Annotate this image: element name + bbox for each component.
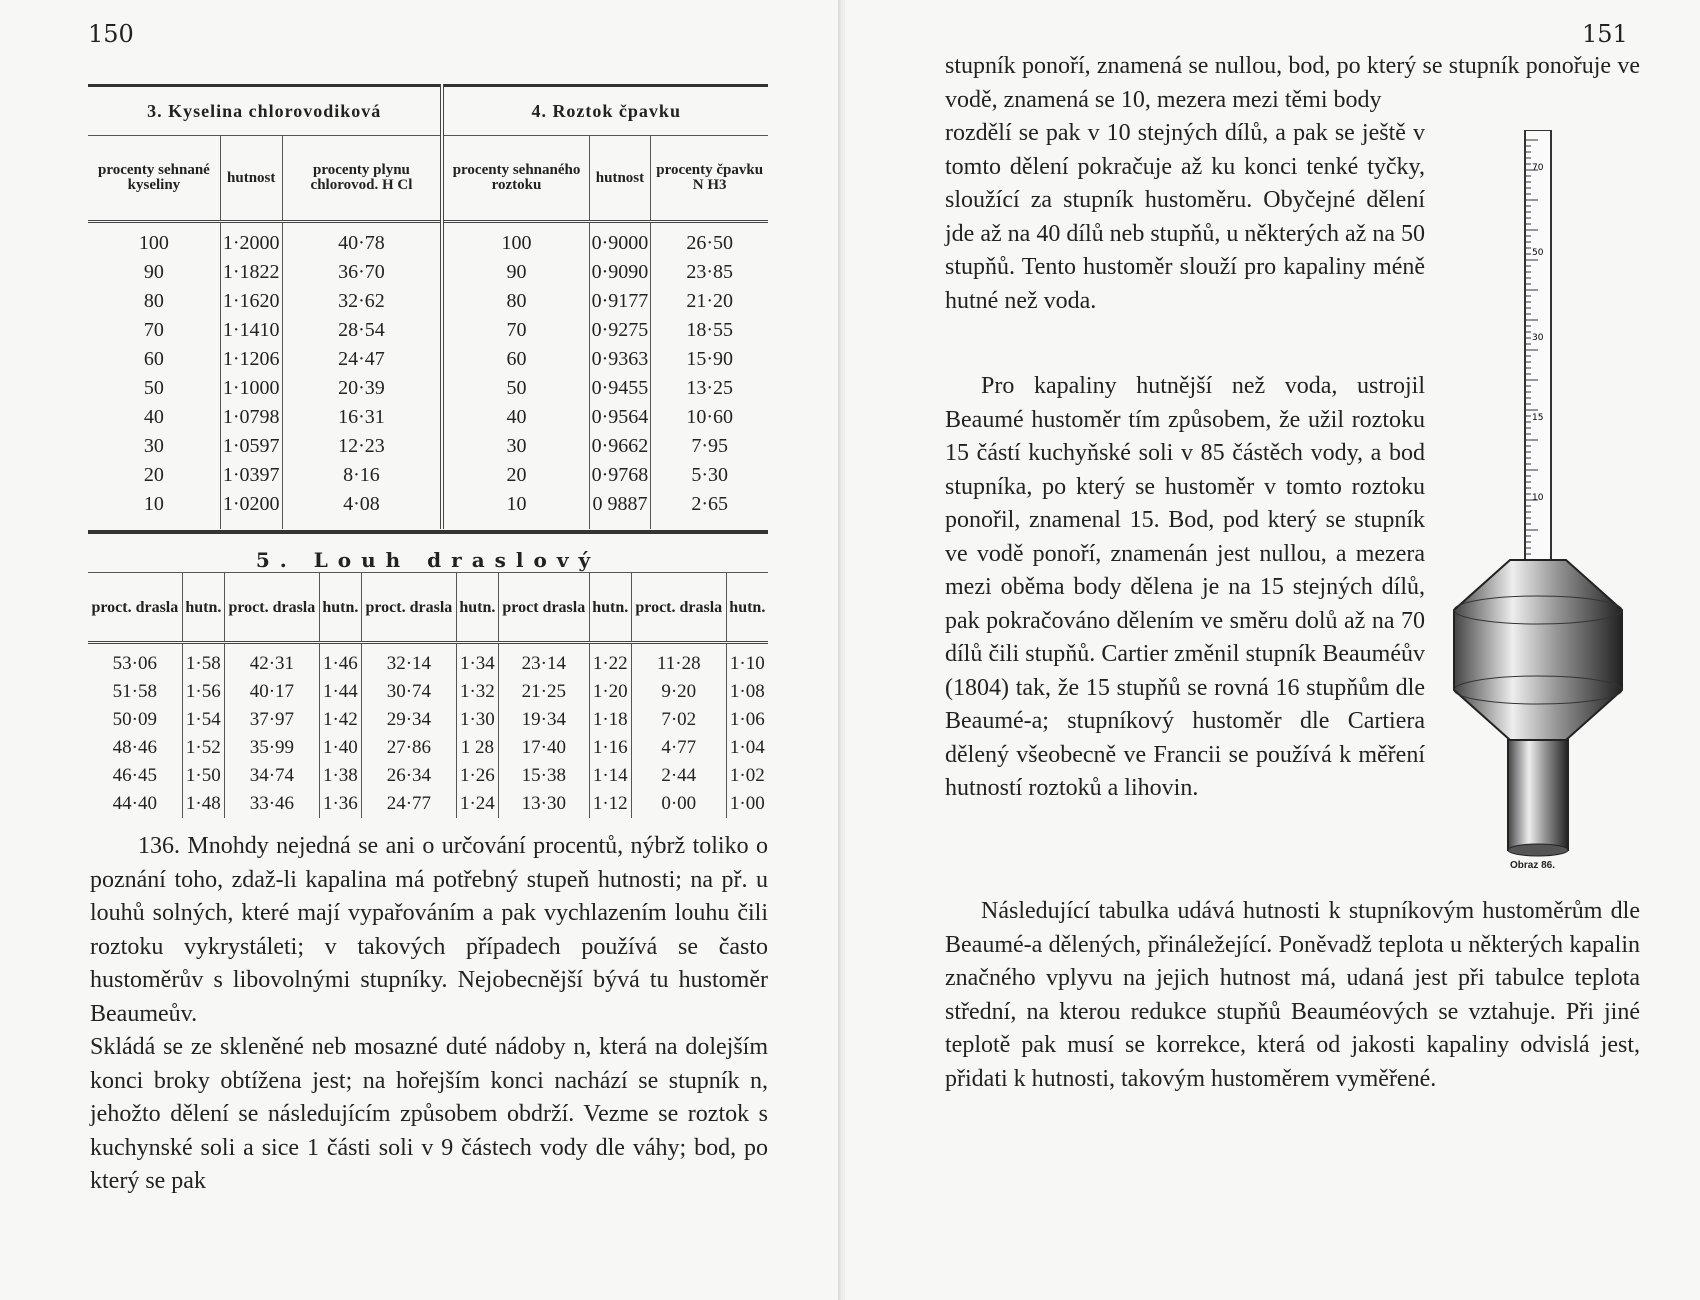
table-cell: 80: [442, 287, 589, 316]
table-cell: 1·40: [319, 734, 361, 762]
scale-label: 50: [1532, 248, 1544, 258]
table-cell: 13·25: [651, 374, 768, 403]
table-cell: 0·9662: [589, 432, 651, 461]
table-cell: 50: [442, 374, 589, 403]
table-cell: 0·9275: [589, 316, 651, 345]
table-cell: 15·90: [651, 345, 768, 374]
table-row: [88, 706, 768, 734]
table-header: proct. drasla: [362, 573, 457, 643]
table-row: [88, 374, 768, 403]
table-row: [88, 287, 768, 316]
table-header: procenty sehnané kyseliny: [88, 136, 220, 222]
table-cell: 1·04: [726, 734, 768, 762]
table-row: [88, 258, 768, 287]
table-cell: 1 28: [456, 734, 498, 762]
table-cell: 16·31: [282, 403, 442, 432]
table-cell: 12·23: [282, 432, 442, 461]
table-cell: 13·30: [499, 790, 590, 818]
table-cell: 1·48: [182, 790, 224, 818]
table-cell: 1·1206: [220, 345, 282, 374]
table-cell: 1·44: [319, 678, 361, 706]
table-cell: 30: [143, 435, 164, 457]
table-cell: 0·9768: [589, 461, 651, 490]
table-cell: 90: [442, 258, 589, 287]
table-cell: 42·31: [225, 643, 320, 679]
table-cell: 24·77: [362, 790, 457, 818]
table-cell: 1·0798: [220, 403, 282, 432]
table-cell: 21·25: [499, 678, 590, 706]
table-cell: 1·24: [456, 790, 498, 818]
table-cell: 2·65: [651, 490, 768, 529]
table-cell: 17·40: [499, 734, 590, 762]
table-header: hutnost: [220, 136, 282, 222]
hydrometer-weight: [1508, 740, 1568, 850]
table-cell: 26·34: [362, 762, 457, 790]
table-row: [88, 432, 768, 461]
table-cell: 1·1620: [220, 287, 282, 316]
table-header: hutn.: [726, 573, 768, 643]
table-cell: 1·06: [726, 706, 768, 734]
table-row: [88, 316, 768, 345]
table-cell: 60: [143, 348, 164, 370]
table-row: [88, 461, 768, 490]
table-cell: 1·42: [319, 706, 361, 734]
hydrometer-figure: [1450, 130, 1630, 860]
table-cell: 1·0397: [220, 461, 282, 490]
table-header: procenty sehnaného roztoku: [442, 136, 589, 222]
table-cell: 10: [442, 490, 589, 529]
scale-label: 70: [1532, 163, 1544, 173]
table-cell: 0·9564: [589, 403, 651, 432]
table-cell: 26·50: [651, 222, 768, 259]
right-wrap-text-2: Pro kapaliny hutnější než voda, ustrojil Beaumé hustoměr tím způsobem, že užil roztoku 15 částí kuchyňské soli v 85 částěch vody, a bod stupníka, po který se hustoměr v tomto roztoku ponořil, znamenal 15. Bod, pod který se stupník ve vodě ponoří, znamenán jest nullou, a mezera mezi oběma body dělena je na 15 stejných dílů, pak pokračováno dělením ve směru dolů až na 70 dílů čili stupňů. Cartier změnil stupník Beauméův (1804) tak, že 15 stupňů se rovná 16 stupňům dle Beaumé-a; stupníkový hustoměr dle Cartiera dělený všeobecně ve Francii se používá k měření hutností roztoků a lihovin.: [945, 373, 1425, 801]
table-cell: 28·54: [282, 316, 442, 345]
table-cell: 53·06: [112, 653, 157, 674]
table-header: proct. drasla: [225, 573, 320, 643]
table-cell: 46·45: [112, 765, 157, 786]
table-header: proct. drasla: [631, 573, 726, 643]
table-row: [88, 762, 768, 790]
table-group-hcl: 3. Kyselina chlorovodiková: [88, 86, 442, 136]
table-cell: 0·9455: [589, 374, 651, 403]
table-cell: 0·9363: [589, 345, 651, 374]
table-cell: 8·16: [282, 461, 442, 490]
table-cell: 1·38: [319, 762, 361, 790]
table-cell: 1·18: [589, 706, 631, 734]
potash-lye-table: [88, 572, 768, 818]
table-cell: 30: [442, 432, 589, 461]
table-cell: 44·40: [112, 793, 157, 814]
table-cell: 1·16: [589, 734, 631, 762]
table-cell: 50·09: [112, 709, 157, 730]
table-header: hutn.: [589, 573, 631, 643]
table-cell: 1·52: [182, 734, 224, 762]
table-cell: 40: [442, 403, 589, 432]
table-cell: 20: [143, 464, 164, 486]
table-cell: 19·34: [499, 706, 590, 734]
potash-table-title: 5. Louh draslový: [88, 530, 768, 572]
table-cell: 1·32: [456, 678, 498, 706]
table-cell: 2·44: [631, 762, 726, 790]
page-number-right: 151: [1582, 20, 1628, 48]
table-cell: 80: [143, 290, 164, 312]
table-cell: 0·9090: [589, 258, 651, 287]
table-row: [88, 678, 768, 706]
table-cell: 1·22: [589, 643, 631, 679]
table-cell: 1·08: [726, 678, 768, 706]
table-cell: 1·46: [319, 643, 361, 679]
table-cell: 1·12: [589, 790, 631, 818]
table-header: hutn.: [182, 573, 224, 643]
table-cell: 51·58: [112, 681, 157, 702]
table-cell: 0·9000: [589, 222, 651, 259]
table-row: [88, 345, 768, 374]
table-cell: 1·0200: [220, 490, 282, 529]
table-cell: 1·02: [726, 762, 768, 790]
table-cell: 1·34: [456, 643, 498, 679]
page-number-left: 150: [88, 20, 134, 48]
table-row: [88, 734, 768, 762]
table-cell: 1·00: [726, 790, 768, 818]
table-cell: 23·85: [651, 258, 768, 287]
table-cell: 0 9887: [589, 490, 651, 529]
scale-label: 30: [1532, 333, 1544, 343]
table-cell: 7·02: [631, 706, 726, 734]
table-cell: 15·38: [499, 762, 590, 790]
table-cell: 10: [143, 493, 164, 515]
table-cell: 40·78: [282, 222, 442, 259]
table-cell: 20: [442, 461, 589, 490]
table-cell: 36·70: [282, 258, 442, 287]
scale-label: 15: [1532, 413, 1544, 423]
table-row: [88, 643, 768, 679]
table-cell: 1·10: [726, 643, 768, 679]
table-cell: 10·60: [651, 403, 768, 432]
table-cell: 27·86: [362, 734, 457, 762]
paragraph-text: Skládá se ze skleněné neb mosazné duté nádoby n, která na dolejším konci broky obtížena jest; na hořejším konci nachází se stupník n, jehožto dělení se následujícím způsobem obdrží. Vezme se roztok s kuchynské soli a sice 1 části soli v 9 částech vody dle váhy; bod, po který se pak: [90, 1034, 768, 1194]
table-cell: 4·08: [282, 490, 442, 529]
table-header: hutnost: [589, 136, 651, 222]
table-group-ammonia: 4. Roztok čpavku: [442, 86, 768, 136]
table-row: [88, 403, 768, 432]
table-cell: 40·17: [225, 678, 320, 706]
table-header: procenty plynu chlorovod. H Cl: [282, 136, 442, 222]
table-row: [88, 222, 768, 259]
table-row: [88, 790, 768, 818]
table-cell: 1·36: [319, 790, 361, 818]
table-header: proct. drasla: [88, 573, 182, 643]
table-row: [88, 490, 768, 529]
table-header: proct drasla: [499, 573, 590, 643]
table-cell: 4·77: [631, 734, 726, 762]
table-cell: 1·1822: [220, 258, 282, 287]
table-cell: 35·99: [225, 734, 320, 762]
table-cell: 1·54: [182, 706, 224, 734]
table-cell: 60: [442, 345, 589, 374]
table-cell: 50: [143, 377, 164, 399]
table-cell: 0·9177: [589, 287, 651, 316]
table-cell: 70: [143, 319, 164, 341]
table-cell: 1·58: [182, 643, 224, 679]
table-cell: 1·26: [456, 762, 498, 790]
table-cell: 32·62: [282, 287, 442, 316]
table-cell: 100: [138, 232, 169, 254]
right-bottom-text: Následující tabulka udává hutnosti k stupníkovým hustoměrům dle Beaumé-a dělených, přináležející. Poněvadž teplota u některých kapalin značného vplyvu na jejich hutnost má, udaná jest při tabulce teplota střední, na kterou redukce stupňů Beauméových se vztahuje. Při jiné teplotě pak musí se korrekce, která od jakosti kapaliny odvislá jest, přidati k hutnosti, takovým hustoměrem vyměřené.: [945, 898, 1640, 1092]
table-cell: 37·97: [225, 706, 320, 734]
table-cell: 29·34: [362, 706, 457, 734]
paragraph-text: 136. Mnohdy nejedná se ani o určování procentů, nýbrž toliko o poznání toho, zdaž-li kapalina má potřebný stupeň hutnosti; na př. u louhů solných, které mají vypařováním a pak vychlazením louhu čili roztoku vykrystáleti; v takových případech používá se často hustoměrův s libovolnými stupníky. Nejobecnější bývá tu hustoměr Beaumeův.: [90, 833, 768, 1027]
hydrometer-bulb: [1454, 560, 1622, 740]
scale-label: 10: [1532, 493, 1544, 503]
table-cell: 1·20: [589, 678, 631, 706]
table-cell: 21·20: [651, 287, 768, 316]
table-cell: 100: [442, 222, 589, 259]
table-cell: 34·74: [225, 762, 320, 790]
right-top-text: stupník ponoří, znamená se nullou, bod, po který se stupník ponořuje ve vodě, znamená se 10, mezera mezi těmi body: [945, 53, 1640, 113]
table-cell: 48·46: [112, 737, 157, 758]
table-cell: 70: [442, 316, 589, 345]
table-header: hutn.: [456, 573, 498, 643]
table-cell: 20·39: [282, 374, 442, 403]
table-cell: 1·1410: [220, 316, 282, 345]
table-cell: 40: [143, 406, 164, 428]
table-cell: 0·00: [631, 790, 726, 818]
table-cell: 32·14: [362, 643, 457, 679]
acid-ammonia-table: [88, 84, 768, 529]
table-cell: 9·20: [631, 678, 726, 706]
table-cell: 33·46: [225, 790, 320, 818]
table-cell: 90: [143, 261, 164, 283]
paragraph-136: [90, 830, 768, 1199]
table-cell: 23·14: [499, 643, 590, 679]
right-wrap-text-1: rozdělí se pak v 10 stejných dílů, a pak se ještě v tomto dělení pokračuje až ku konci tenké tyčky, sloužící za stupník hustoměru. Obyčejné dělení jde až na 40 dílů neb stupňů, u některých až na 50 stupňů. Tento hustoměr slouží pro kapaliny méně hutné než voda.: [945, 120, 1425, 314]
figure-caption: Obraz 86.: [1510, 860, 1556, 871]
table-header: hutn.: [319, 573, 361, 643]
table-header: procenty čpavku N H3: [651, 136, 768, 222]
table-cell: 7·95: [651, 432, 768, 461]
table-cell: 1·2000: [220, 222, 282, 259]
table-cell: 1·0597: [220, 432, 282, 461]
table-cell: 1·14: [589, 762, 631, 790]
table-cell: 30·74: [362, 678, 457, 706]
table-cell: 24·47: [282, 345, 442, 374]
table-cell: 1·30: [456, 706, 498, 734]
table-cell: 18·55: [651, 316, 768, 345]
table-cell: 1·1000: [220, 374, 282, 403]
table-cell: 5·30: [651, 461, 768, 490]
table-cell: 11·28: [631, 643, 726, 679]
table-cell: 1·50: [182, 762, 224, 790]
table-cell: 1·56: [182, 678, 224, 706]
